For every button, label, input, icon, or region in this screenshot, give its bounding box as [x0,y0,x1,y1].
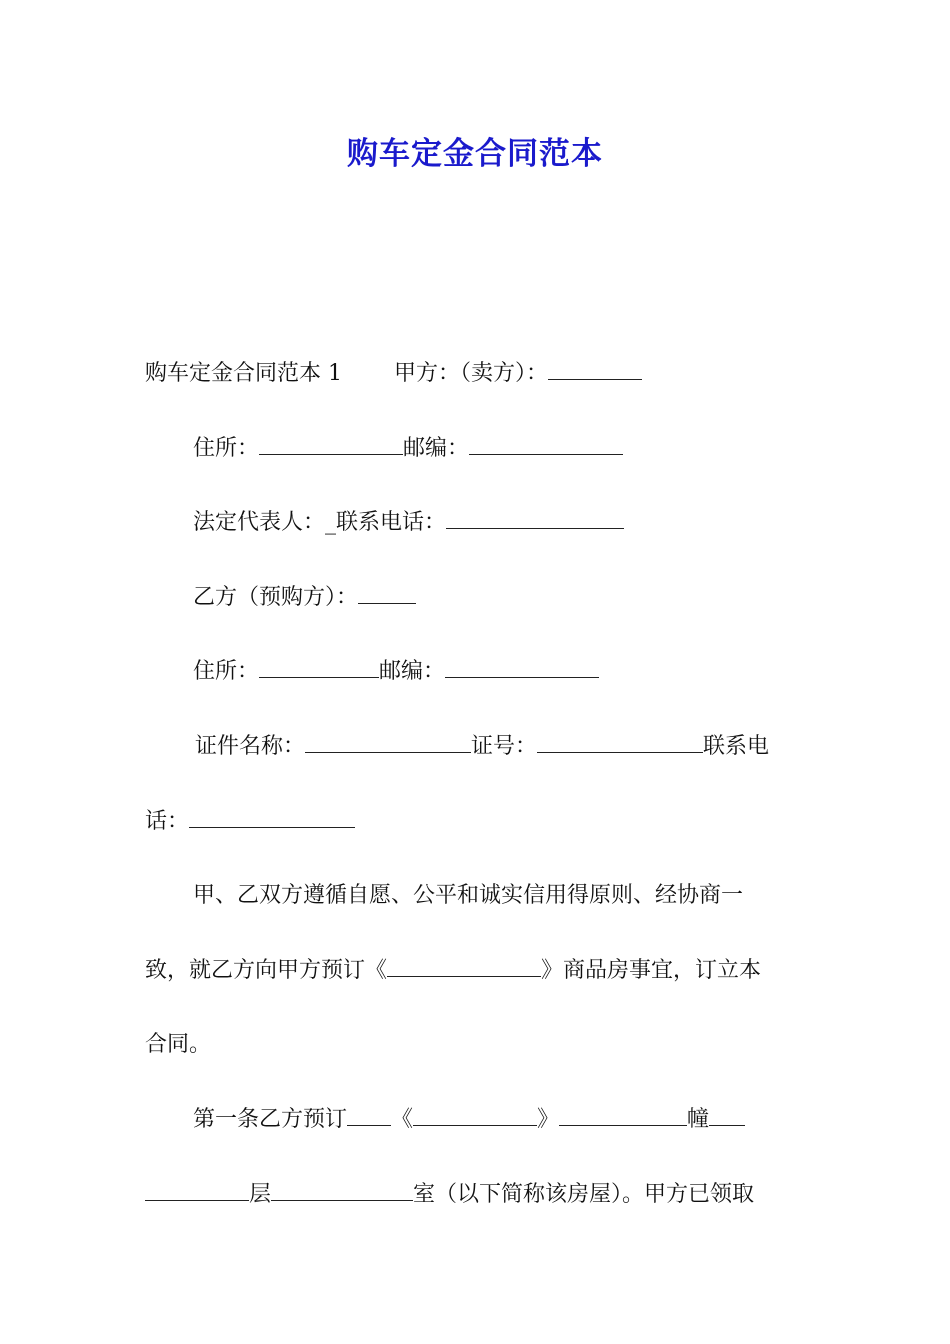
legal-rep-label: 法定代表人：_联系电话： [193,510,447,536]
paragraph-text: 甲、乙双方遵循自愿、公平和诚实信用得原则、经协商一 [193,883,744,909]
party-a-label: 甲方：（卖方）： [394,361,549,386]
article-text: 层 [249,1181,272,1207]
article-text: 第一条乙方预订 [193,1106,348,1132]
blank-field [358,585,416,604]
blank-field [259,659,379,678]
postcode-label: 邮编： [403,435,470,461]
paragraph-line [145,859,807,934]
address-label: 住所： [193,435,260,461]
document-title: 购车定金合同范本 [347,136,603,172]
id-name-label: 证件名称： [195,733,306,759]
blank-field [445,659,599,678]
article-line [145,1083,807,1158]
article-line [145,1158,807,1233]
line-address-b [145,635,807,710]
blank-field [709,1107,745,1126]
heading-text: 购车定金合同范本 1 [145,361,342,386]
postcode-label: 邮编： [379,659,446,685]
line-legal-rep [145,486,807,561]
paragraph-text: 合同。 [145,1032,212,1058]
blank-field [305,734,471,753]
blank-field [387,958,541,977]
paragraph-text: 》商品房事宜，订立本 [541,957,762,983]
line-id [145,710,807,785]
party-b-label: 乙方（预购方）： [193,584,359,610]
line-address-a [145,412,807,487]
article-text: 《 [391,1106,414,1132]
paragraph-line [145,934,807,1009]
blank-field [548,361,642,380]
blank-field [189,809,355,828]
id-number-label: 证号： [471,733,538,759]
blank-field [271,1182,413,1201]
blank-field [145,1182,249,1201]
blank-field [413,1107,537,1126]
address-label: 住所： [193,659,260,685]
phone-label-part: 联系电 [703,733,770,759]
phone-label-cont: 话： [145,808,190,834]
document-body [145,337,807,1232]
paragraph-text: 致，就乙方向甲方预订《 [145,957,388,983]
paragraph-line [145,1008,807,1083]
blank-field [469,436,623,455]
article-text: 》 [537,1106,560,1132]
line-party-b [145,561,807,636]
article-text: 室（以下简称该房屋）。甲方已领取 [413,1181,755,1207]
blank-field [446,510,624,529]
article-text: 幢 [687,1106,710,1132]
line-phone-cont [145,785,807,860]
blank-field [537,734,703,753]
blank-field [559,1107,687,1126]
blank-field [347,1107,391,1126]
line-party-a [145,337,807,412]
blank-field [259,436,403,455]
